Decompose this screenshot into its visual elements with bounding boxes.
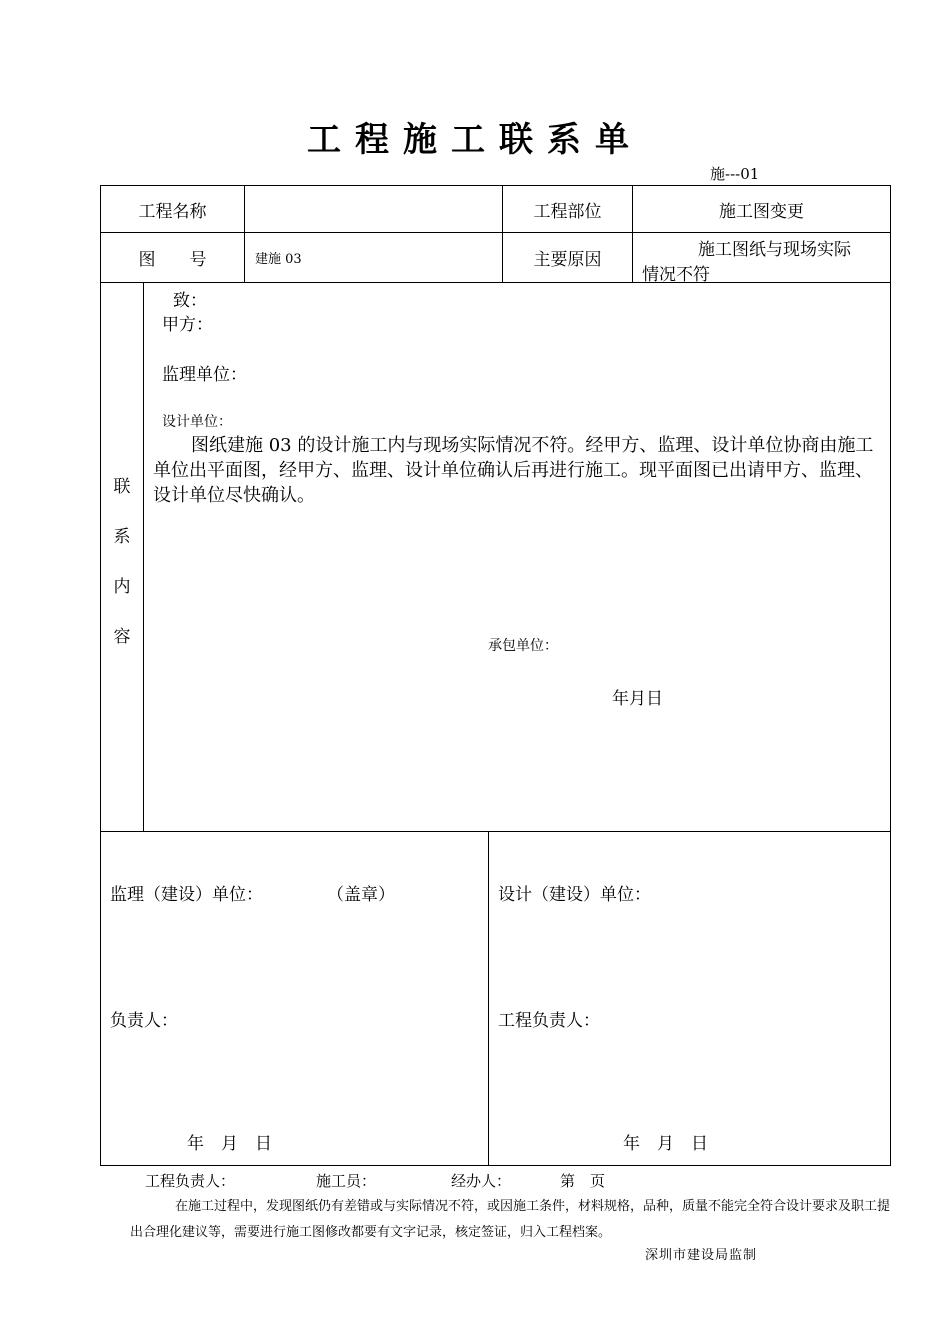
footer-project-lead: 工程负责人： xyxy=(145,1172,236,1190)
addressee-party-a: 甲方： xyxy=(162,315,213,335)
addressee-to: 致： xyxy=(173,291,207,311)
side-label-char: 内 xyxy=(113,577,131,597)
project-name-label: 工程名称 xyxy=(138,201,207,222)
drawing-number-value: 建施 03 xyxy=(255,252,302,267)
main-reason-label: 主要原因 xyxy=(533,250,602,270)
main-reason-value-line1: 施工图纸与现场实际 xyxy=(698,240,851,260)
addressee-supervisor: 监理单位： xyxy=(162,365,247,385)
addressee-designer: 设计单位： xyxy=(162,414,232,430)
main-reason-value-line2: 情况不符 xyxy=(642,265,710,285)
form-number: 施---01 xyxy=(710,165,760,183)
contact-body-text: 图纸建施 03 的设计施工内与现场实际情况不符。经甲方、监理、设计单位协商由施工单位出平面图，经甲方、监理、设计单位确认后再进行施工。现平面图已出请甲方、监理、设计单位尽快确认。 xyxy=(153,435,874,506)
side-label-char: 系 xyxy=(113,527,131,547)
side-label-char: 容 xyxy=(113,627,131,647)
contractor-label: 承包单位： xyxy=(488,638,558,654)
drawing-number-label: 图 号 xyxy=(138,250,207,270)
seal-label: （盖章） xyxy=(327,885,395,905)
supervision-unit-label: 监理（建设）单位： xyxy=(110,885,263,905)
design-date: 年 月 日 xyxy=(623,1134,708,1154)
project-part-label: 工程部位 xyxy=(533,201,602,222)
footer-page: 第 页 xyxy=(560,1172,606,1190)
side-label-char: 联 xyxy=(113,477,131,497)
footer-signature-line xyxy=(145,1170,605,1191)
issuer: 深圳市建设局监制 xyxy=(645,1248,758,1263)
document-title: 工程施工联系单 xyxy=(307,120,643,160)
footer-note: 在施工过程中，发现图纸仍有差错或与实际情况不符，或因施工条件，材料规格，品种，质量不能完全符合设计要求及职工提出合理化建议等，需要进行施工图修改都要有文字记录，核定签证，归入工程档案。 xyxy=(130,1199,891,1240)
footer-constructor: 施工员： xyxy=(316,1172,377,1190)
footer-handler: 经办人： xyxy=(451,1172,512,1190)
supervision-person-label: 负责人： xyxy=(110,1011,178,1031)
design-person-label: 工程负责人： xyxy=(498,1011,600,1031)
project-name-value xyxy=(252,186,502,232)
supervision-date: 年 月 日 xyxy=(187,1134,272,1154)
project-part-value: 施工图变更 xyxy=(719,201,804,222)
design-unit-label: 设计（建设）单位： xyxy=(498,885,651,905)
contractor-date: 年月日 xyxy=(612,689,663,709)
